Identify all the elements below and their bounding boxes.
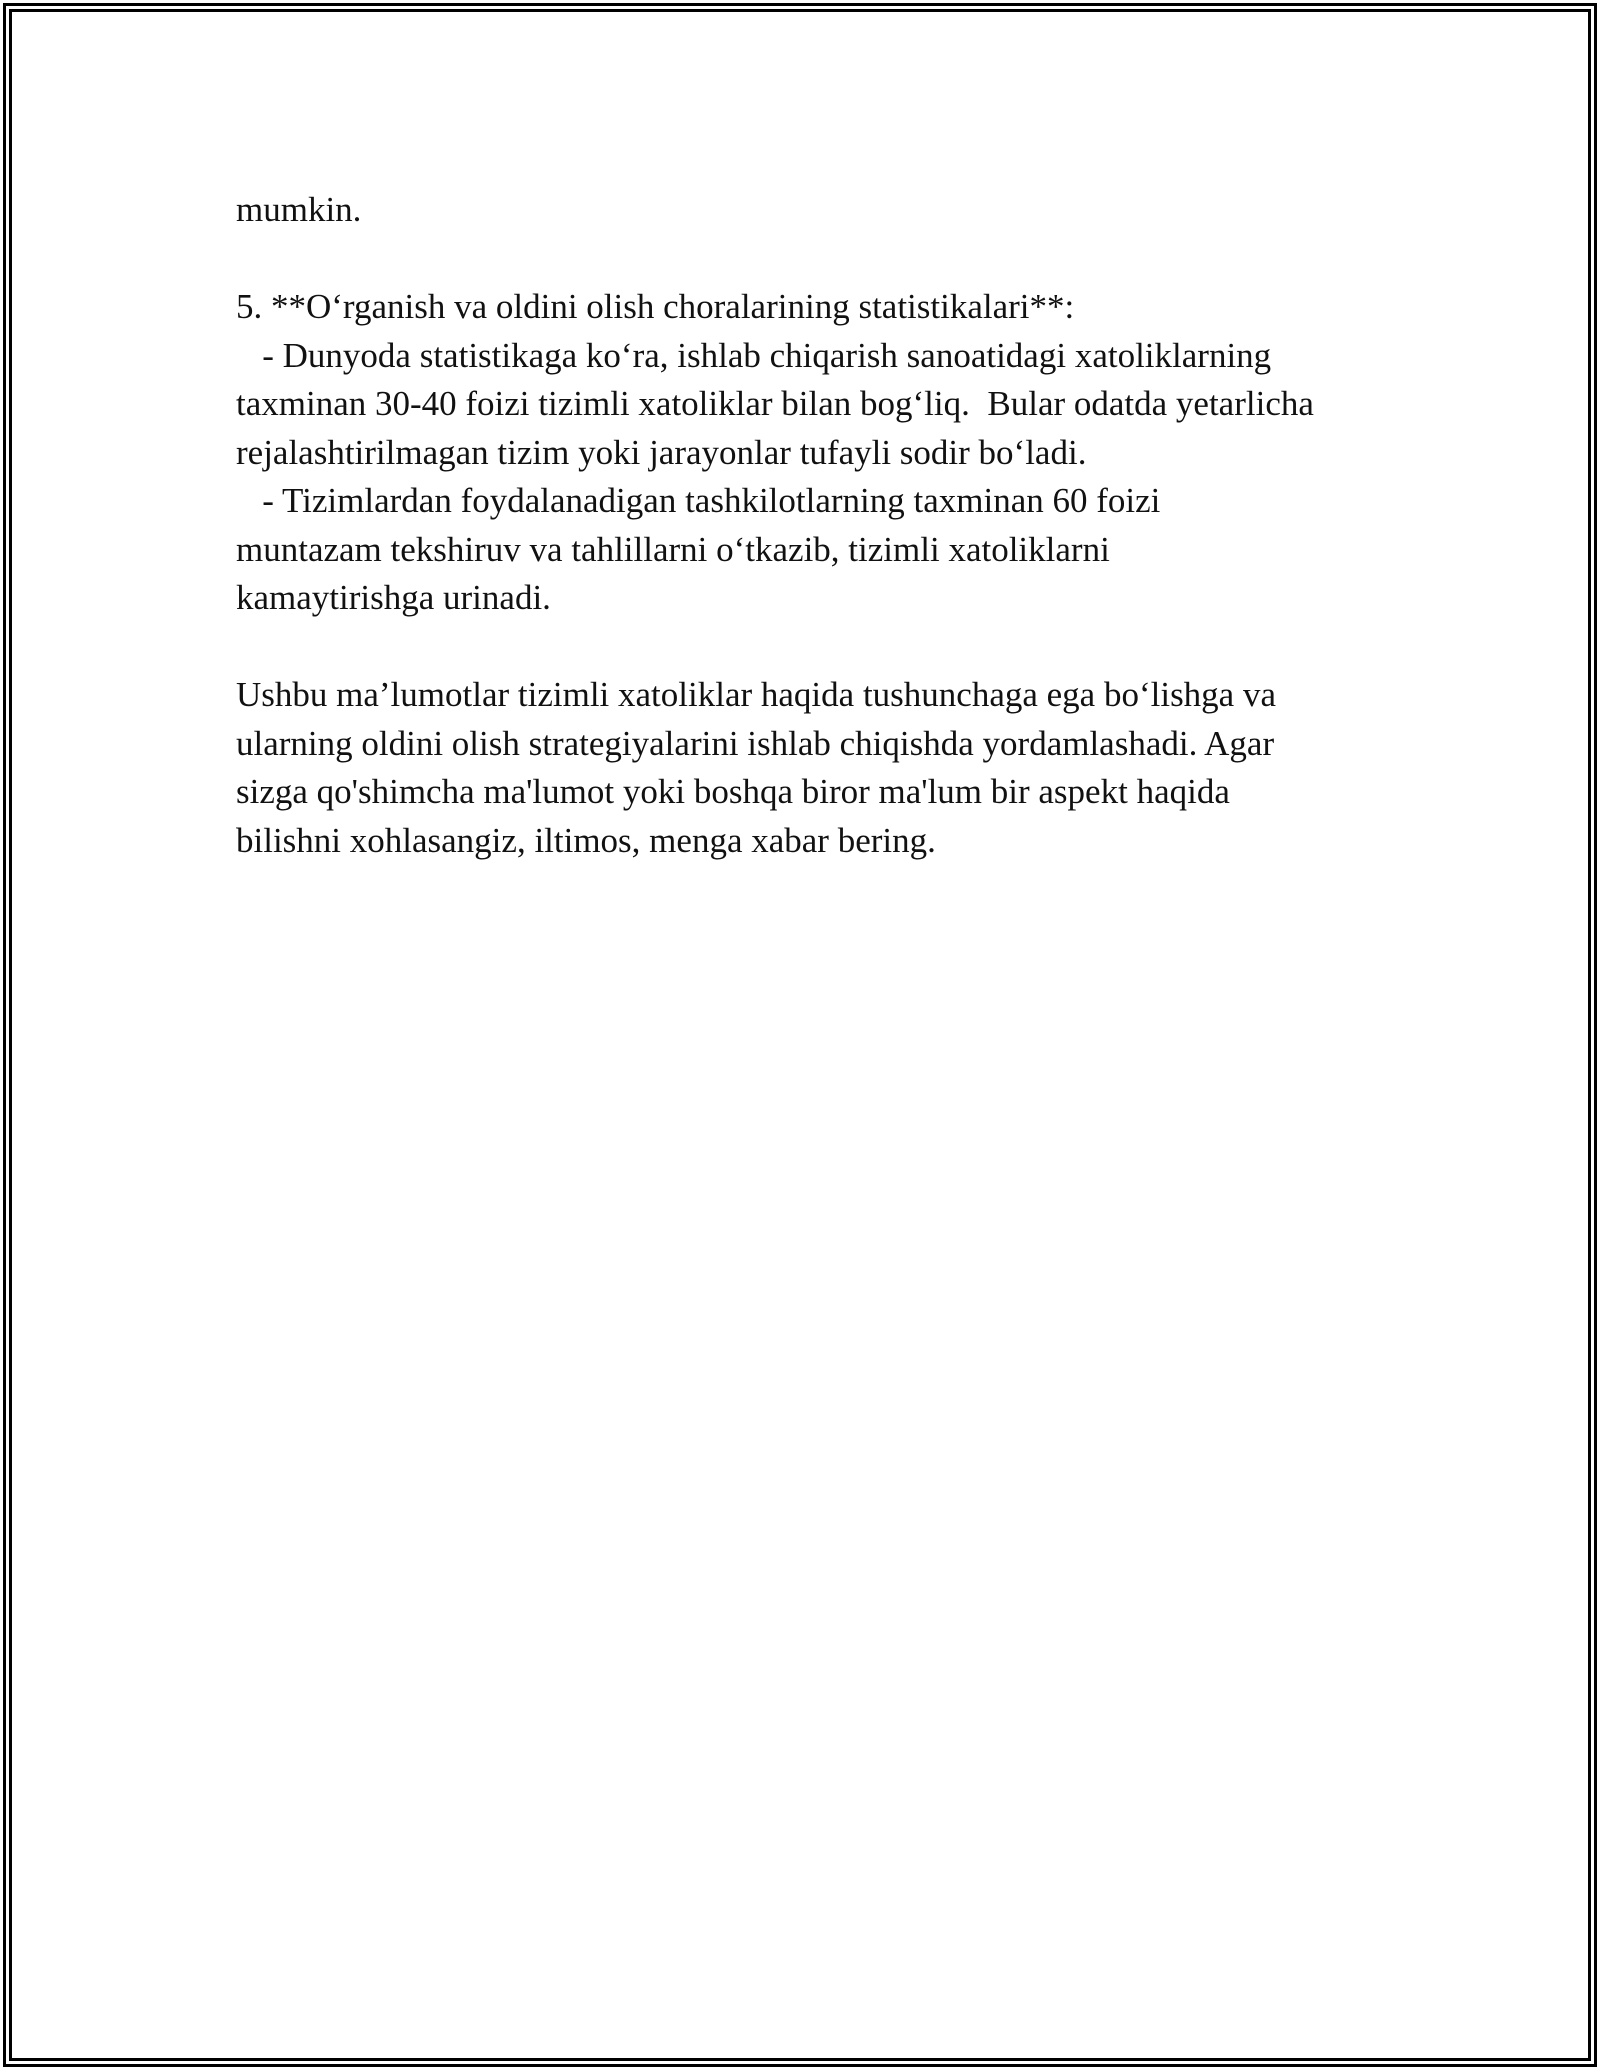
- bullet-line: kamaytirishga urinadi.: [236, 578, 551, 617]
- bullet-line: muntazam tekshiruv va tahlillarni o‘tkazib, tizimli xatoliklarni: [236, 529, 1110, 569]
- document-body: [236, 186, 1416, 865]
- bullet-item: [236, 477, 1416, 623]
- bullet-line: - Tizimlardan foydalanadigan tashkilotlarning taxminan 60 foizi: [236, 481, 1161, 520]
- paragraph-spacer: [236, 235, 1416, 284]
- paragraph-line: bilishni xohlasangiz, iltimos, menga xabar bering.: [236, 820, 936, 860]
- paragraph-line: Ushbu ma’lumotlar tizimli xatoliklar haqida tushunchaga ega bo‘lishga va: [236, 675, 1277, 714]
- bullet-line: taxminan 30-40 foizi tizimli xatoliklar bilan bog‘liq. Bular odatda yetarlicha: [236, 384, 1314, 423]
- paragraph-line: sizga qo'shimcha ma'lumot yoki boshqa biror ma'lum bir aspekt haqida: [236, 772, 1230, 811]
- bullet-line: - Dunyoda statistikaga ko‘ra, ishlab chiqarish sanoatidagi xatoliklarning: [236, 335, 1272, 375]
- paragraph-line: ularning oldini olish strategiyalarini ishlab chiqishda yordamlashadi. Agar: [236, 723, 1275, 763]
- continuation-text: mumkin.: [236, 190, 362, 229]
- paragraph-spacer: [236, 623, 1416, 672]
- bullet-item: [236, 332, 1416, 478]
- closing-paragraph: [236, 671, 1416, 865]
- section-heading: 5. **O‘rganish va oldini olish choralarining statistikalari**:: [236, 287, 1075, 326]
- bullet-line: rejalashtirilmagan tizim yoki jarayonlar tufayli sodir bo‘ladi.: [236, 432, 1087, 472]
